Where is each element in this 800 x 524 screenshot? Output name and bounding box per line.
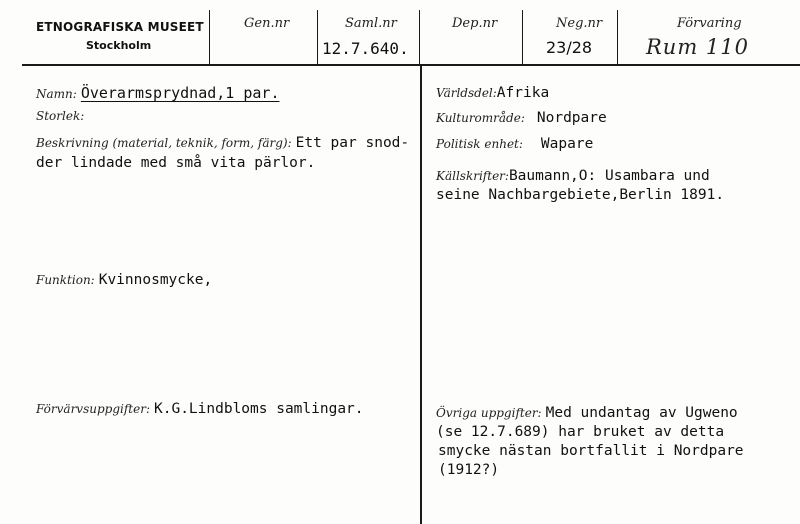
forvarv-label: Förvärvsuppgifter: (36, 402, 150, 416)
kulturomrade-label: Kulturområde: (436, 111, 525, 125)
neg-nr-value: 23/28 (546, 38, 593, 57)
ovriga-label: Övriga uppgifter: (436, 406, 542, 420)
varldsdel-row (436, 84, 549, 102)
funktion-row (36, 271, 212, 289)
neg-nr-label: Neg.nr (556, 16, 603, 31)
kallskrifter-row (436, 167, 710, 185)
varldsdel-label: Världsdel: (436, 86, 497, 100)
dep-nr-label: Dep.nr (452, 16, 498, 31)
header-divider-3 (419, 10, 420, 64)
header-divider-4 (522, 10, 523, 64)
ovriga-line3: smycke nästan bortfallit i Nordpare (438, 443, 744, 459)
saml-nr-label: Saml.nr (345, 16, 397, 31)
header-divider-5 (617, 10, 618, 64)
beskrivning-row (36, 134, 409, 152)
museum-city: Stockholm (86, 39, 152, 52)
funktion-value: Kvinnosmycke, (98, 272, 213, 288)
kallskrifter-line1: Baumann,O: Usambara und (508, 168, 710, 184)
politisk-value: Wapare (540, 136, 594, 152)
header-divider-1 (209, 10, 210, 64)
namn-row (36, 84, 280, 103)
forvaring-label: Förvaring (677, 16, 742, 31)
saml-nr-value: 12.7.640. (322, 39, 409, 58)
funktion-label: Funktion: (36, 273, 95, 287)
museum-name: ETNOGRAFISKA MUSEET (36, 20, 204, 34)
kulturomrade-row (436, 109, 607, 127)
beskrivning-line1: Ett par snod- (295, 135, 410, 151)
politisk-label: Politisk enhet: (436, 137, 523, 151)
forvarv-value: K.G.Lindbloms samlingar. (154, 401, 364, 417)
ovriga-line4: (1912?) (438, 462, 500, 478)
forvarv-row (36, 400, 364, 418)
ovriga-line1: Med undantag av Ugweno (545, 405, 738, 421)
ovriga-row (436, 404, 738, 422)
varldsdel-value: Afrika (496, 85, 550, 101)
politisk-row (436, 135, 593, 153)
body-center-rule (420, 66, 422, 524)
header-bottom-rule (22, 64, 800, 66)
namn-value: Överarmsprydnad,1 par. (80, 84, 280, 102)
gen-nr-label: Gen.nr (244, 16, 290, 31)
namn-label: Namn: (36, 87, 77, 101)
storlek-label: Storlek: (36, 109, 85, 123)
beskrivning-line2: der lindade med små vita pärlor. (36, 155, 316, 171)
ovriga-line2: (se 12.7.689) har bruket av detta (436, 424, 725, 440)
kallskrifter-line2: seine Nachbargebiete,Berlin 1891. (436, 187, 725, 203)
kallskrifter-label: Källskrifter: (436, 169, 509, 183)
header-divider-2 (317, 10, 318, 64)
beskrivning-label: Beskrivning (material, teknik, form, färg): (36, 136, 292, 150)
forvaring-value: Rum 110 (646, 35, 750, 59)
kulturomrade-value: Nordpare (536, 110, 607, 126)
